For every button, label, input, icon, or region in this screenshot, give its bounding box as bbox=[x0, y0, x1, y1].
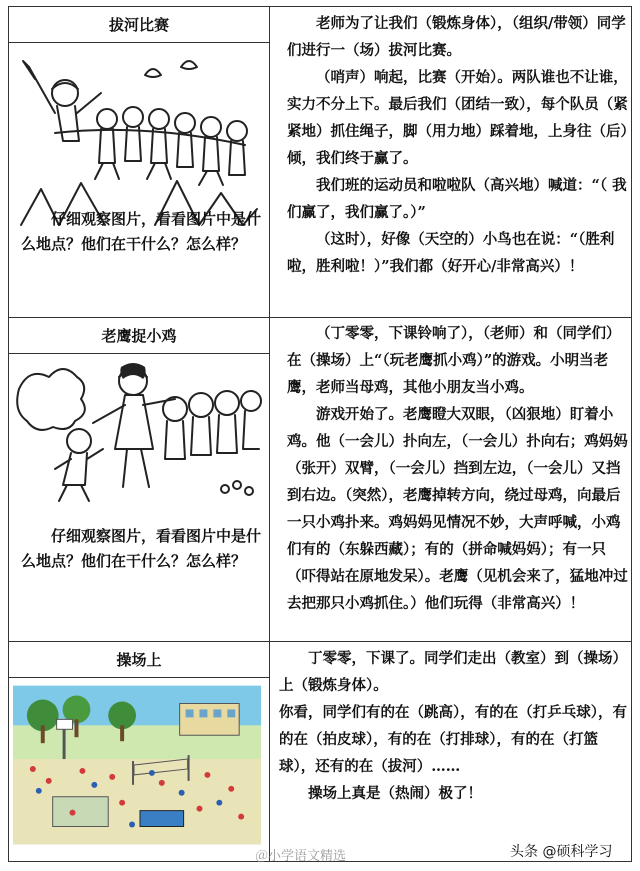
worksheet-table bbox=[8, 6, 632, 862]
story-paragraph: （丁零零，下课铃响了），（老师）和（同学们）在（操场）上“（玩老鹰抓小鸡）”的游戏。小明当老鹰，老师当母鸡，其他小朋友当小鸡。 bbox=[287, 325, 621, 396]
section-prompt: 仔细观察图片，看看图片中是什么地点？他们在干什么？怎么样？ bbox=[21, 210, 262, 253]
story-paragraph: 老师为了让我们（锻炼身体），（组织/带领）同学们进行一（场）拔河比赛。 bbox=[287, 15, 626, 59]
tug-of-war-illustration bbox=[15, 53, 263, 229]
story-paragraph: 操场上真是（热闹）极了！ bbox=[308, 785, 482, 802]
story-paragraph: 丁零零，下课了。同学们走出（教室）到（操场）上（锻炼身体）。 bbox=[279, 650, 627, 694]
story-paragraph: 我们班的运动员和啦啦队（高兴地）喊道：“（ 我们赢了，我们赢了。）” bbox=[287, 177, 627, 221]
story-paragraph: 你看，同学们有的在（跳高），有的在（打乒乓球），有的在（拍皮球），有的在（打排球），有的在（打篮球），还有的在（拔河）…… bbox=[279, 704, 627, 775]
story-paragraph: 游戏开始了。老鹰瞪大双眼，（凶狠地）盯着小鸡。他（一会儿）扑向左，（一会儿）扑向右；鸡妈妈（张开）双臂，（一会儿）挡到左边，（一会儿）又挡到右边。（突然），老鹰掉转方向，绕过母鸡，向最后一只小鸡扑来。鸡妈妈见情况不妙，大声呼喊，小鸡们有的（东躲西藏）；有的（拼命喊妈妈）；有一只（吓得站在原地发呆）。老鹰（见机会来了，猛地冲过去把那只小鸡抓住。）他们玩得（非常高兴）！ bbox=[287, 406, 628, 612]
section-title: 拔河比赛 bbox=[9, 7, 269, 43]
column-divider bbox=[269, 7, 270, 861]
story-paragraph: （这时），好像（天空的）小鸟也在说：“（胜利啦，胜利啦！）”我们都（好开心/非常高兴）！ bbox=[287, 231, 615, 275]
playground-illustration bbox=[13, 685, 261, 845]
story-paragraph: （哨声）响起，比赛（开始）。两队谁也不让谁，实力不分上下。最后我们（团结一致），每个队员（紧紧地）抓住绳子，脚（用力地）踩着地，上身往（后）倾，我们终于赢了。 bbox=[287, 69, 628, 167]
section-story bbox=[287, 10, 629, 280]
toutiao-watermark: 头条 @硕科学习 bbox=[506, 841, 616, 861]
weibo-watermark: ＠小学语文精选 bbox=[255, 849, 347, 864]
section-prompt: 仔细观察图片，看看图片中是什么地点？他们在干什么？怎么样？ bbox=[21, 527, 262, 570]
eagle-catches-chicks-illustration bbox=[15, 359, 263, 509]
section-story bbox=[279, 645, 629, 807]
section-title: 操场上 bbox=[9, 642, 269, 678]
section-title: 老鹰捉小鸡 bbox=[9, 318, 269, 354]
section-story bbox=[287, 320, 629, 617]
